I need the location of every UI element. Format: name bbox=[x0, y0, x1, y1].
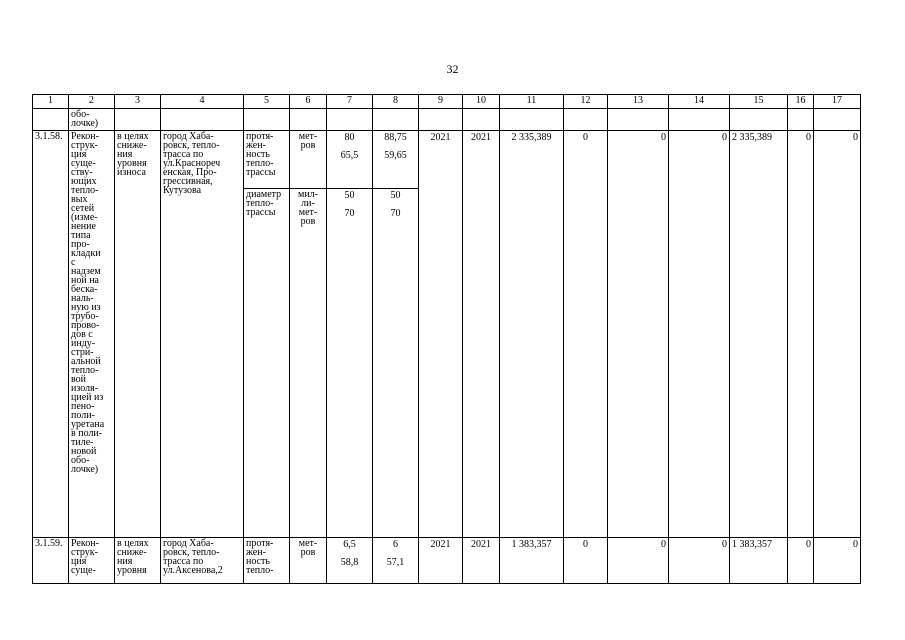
header-col: 10 bbox=[463, 95, 500, 109]
header-col: 13 bbox=[608, 95, 669, 109]
header-col: 15 bbox=[730, 95, 788, 109]
header-col: 5 bbox=[244, 95, 290, 109]
row-col9: 2021 bbox=[419, 131, 463, 538]
row-col13: 0 bbox=[608, 538, 669, 584]
header-col: 4 bbox=[161, 95, 244, 109]
header-col: 11 bbox=[500, 95, 564, 109]
row-col11: 1 383,357 bbox=[500, 538, 564, 584]
row-param: протя- жен- ность тепло- bbox=[244, 538, 290, 584]
row-purpose: в целях сниже- ния уровня bbox=[115, 538, 161, 584]
row-col9: 2021 bbox=[419, 538, 463, 584]
row-col17: 0 bbox=[814, 131, 861, 538]
row-col8: 88,75 59,65 bbox=[373, 131, 419, 189]
column-number-row bbox=[33, 95, 861, 109]
row-col15: 2 335,389 bbox=[730, 131, 788, 538]
header-col: 8 bbox=[373, 95, 419, 109]
row-col7: 6,5 58,8 bbox=[327, 538, 373, 584]
header-col: 16 bbox=[788, 95, 814, 109]
page-number: 32 bbox=[446, 62, 459, 76]
row-name: Рекон- струк- ция суще- bbox=[69, 538, 115, 584]
header-col: 9 bbox=[419, 95, 463, 109]
row-col12: 0 bbox=[564, 131, 608, 538]
header-col: 14 bbox=[669, 95, 730, 109]
row-id: 3.1.59. bbox=[33, 538, 69, 584]
row-param: диаметр тепло- трассы bbox=[244, 189, 290, 538]
header-col: 7 bbox=[327, 95, 373, 109]
row-col16: 0 bbox=[788, 131, 814, 538]
row-location: город Хаба- ровск, тепло- трасса по ул.Краснореч енская, Про- грессивная, Кутузова bbox=[161, 131, 244, 538]
row-col16: 0 bbox=[788, 538, 814, 584]
row-unit: мил- ли- мет- ров bbox=[290, 189, 327, 538]
row-col7: 50 70 bbox=[327, 189, 373, 538]
header-col: 17 bbox=[814, 95, 861, 109]
row-id: 3.1.58. bbox=[33, 131, 69, 538]
row-col13: 0 bbox=[608, 131, 669, 538]
row-col17: 0 bbox=[814, 538, 861, 584]
row-purpose: в целях сниже- ния уровня износа bbox=[115, 131, 161, 538]
row-col7: 80 65,5 bbox=[327, 131, 373, 189]
table-row bbox=[33, 131, 861, 189]
row-col11: 2 335,389 bbox=[500, 131, 564, 538]
row-unit: мет- ров bbox=[290, 538, 327, 584]
row-col10: 2021 bbox=[463, 131, 500, 538]
header-col: 6 bbox=[290, 95, 327, 109]
row-param: протя- жен- ность тепло- трассы bbox=[244, 131, 290, 189]
row-col12: 0 bbox=[564, 538, 608, 584]
header-col: 12 bbox=[564, 95, 608, 109]
row-col8: 6 57,1 bbox=[373, 538, 419, 584]
row-col14: 0 bbox=[669, 131, 730, 538]
row-location: город Хаба- ровск, тепло- трасса по ул.Аксенова,2 bbox=[161, 538, 244, 584]
header-col: 1 bbox=[33, 95, 69, 109]
row-unit: мет- ров bbox=[290, 131, 327, 189]
row-name: Рекон- струк- ция суще- ству- ющих тепло- вых сетей (изме- нение типа про- кладки с надзем ной на беска- наль- ную из трубо- прово- дов с инду- стри- альной тепло- вой изоля- цией из пено- поли- уретана в поли- тиле- новой обо- лочке) bbox=[69, 131, 115, 538]
header-col: 3 bbox=[115, 95, 161, 109]
row-col14: 0 bbox=[669, 538, 730, 584]
investment-table bbox=[32, 94, 861, 584]
row-col8: 50 70 bbox=[373, 189, 419, 538]
row-col10: 2021 bbox=[463, 538, 500, 584]
continuation-row bbox=[33, 109, 861, 131]
header-col: 2 bbox=[69, 95, 115, 109]
row-col15: 1 383,357 bbox=[730, 538, 788, 584]
continuation-text: обо- лочке) bbox=[69, 109, 115, 131]
table-row bbox=[33, 538, 861, 584]
